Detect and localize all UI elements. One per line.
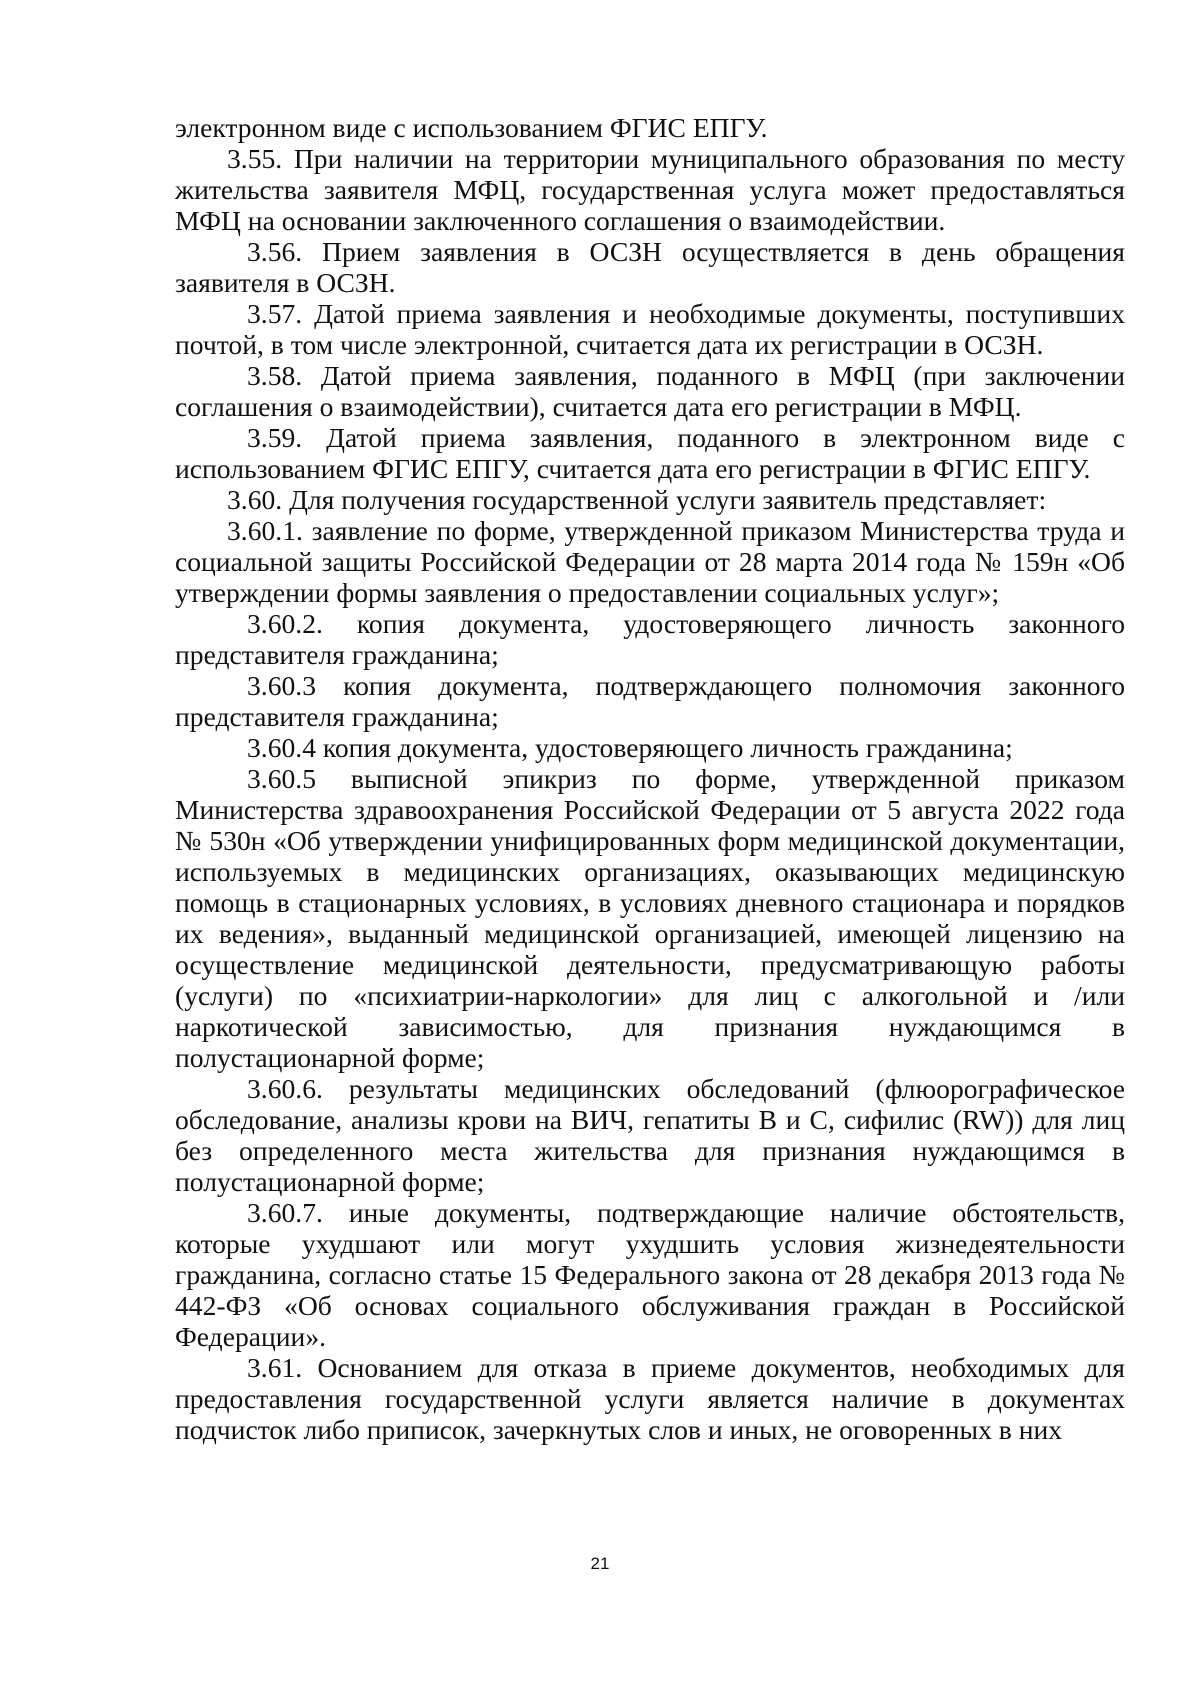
page-number: 21 (590, 1554, 610, 1573)
paragraph-3-60-1: 3.60.1. заявление по форме, утвержденной приказом Министерства труда и социальной защиты Российской Федерации от 28 марта 2014 года № 159н «Об утверждении формы заявления о предоставлении социальных услуг»; (175, 515, 1125, 608)
paragraph-3-60: 3.60. Для получения государственной услуги заявитель представляет: (227, 484, 1047, 515)
paragraph-3-60-4: 3.60.4 копия документа, удостоверяющего личность гражданина; (247, 732, 1013, 763)
paragraph-3-61: 3.61. Основанием для отказа в приеме документов, необходимых для предоставления государственной услуги является наличие в документах подчисток либо приписок, зачеркнутых слов и иных, не оговоренных в них (175, 1352, 1125, 1445)
paragraph-3-58: 3.58. Датой приема заявления, поданного в МФЦ (при заключении соглашения о взаимодействии), считается дата его регистрации в МФЦ. (175, 360, 1125, 422)
paragraph-3-60-3: 3.60.3 копия документа, подтверждающего полномочия законного представителя гражданина; (175, 670, 1125, 732)
paragraph-3-60-6: 3.60.6. результаты медицинских обследований (флюорографическое обследование, анализы крови на ВИЧ, гепатиты В и С, сифилис (RW)) для лиц без определенного места жительства для признания нуждающимся в полустационарной форме; (175, 1073, 1125, 1197)
document-body (175, 112, 1125, 1445)
paragraph-3-60-7: 3.60.7. иные документы, подтверждающие наличие обстоятельств, которые ухудшают или могут ухудшить условия жизнедеятельности гражданина, согласно статье 15 Федерального закона от 28 декабря 2013 года № 442-ФЗ «Об основах социального обслуживания граждан в Российской Федерации». (175, 1197, 1125, 1352)
paragraph-3-55: 3.55. При наличии на территории муниципального образования по месту жительства заявителя МФЦ, государственная услуга может предоставляться МФЦ на основании заключенного соглашения о взаимодействии. (175, 143, 1125, 236)
paragraph-3-59: 3.59. Датой приема заявления, поданного в электронном виде с использованием ФГИС ЕПГУ, считается дата его регистрации в ФГИС ЕПГУ. (175, 422, 1125, 484)
paragraph-3-60-2: 3.60.2. копия документа, удостоверяющего личность законного представителя гражданина; (175, 608, 1125, 670)
paragraph-3-56: 3.56. Прием заявления в ОСЗН осуществляется в день обращения заявителя в ОСЗН. (175, 236, 1125, 298)
paragraph-3-57: 3.57. Датой приема заявления и необходимые документы, поступивших почтой, в том числе электронной, считается дата их регистрации в ОСЗН. (175, 298, 1125, 360)
paragraph-continuation: электронном виде с использованием ФГИС ЕПГУ. (175, 112, 768, 143)
paragraph-3-60-5: 3.60.5 выписной эпикриз по форме, утвержденной приказом Министерства здравоохранения Российской Федерации от 5 августа 2022 года № 530н «Об утверждении унифицированных форм медицинской документации, используемых в медицинских организациях, оказывающих медицинскую помощь в стационарных условиях, в условиях дневного стационара и порядков их ведения», выданный медицинской организацией, имеющей лицензию на осуществление медицинской деятельности, предусматривающую работы (услуги) по «психиатрии-наркологии» для лиц с алкогольной и /или наркотической зависимостью, для признания нуждающимся в полустационарной форме; (175, 763, 1125, 1073)
